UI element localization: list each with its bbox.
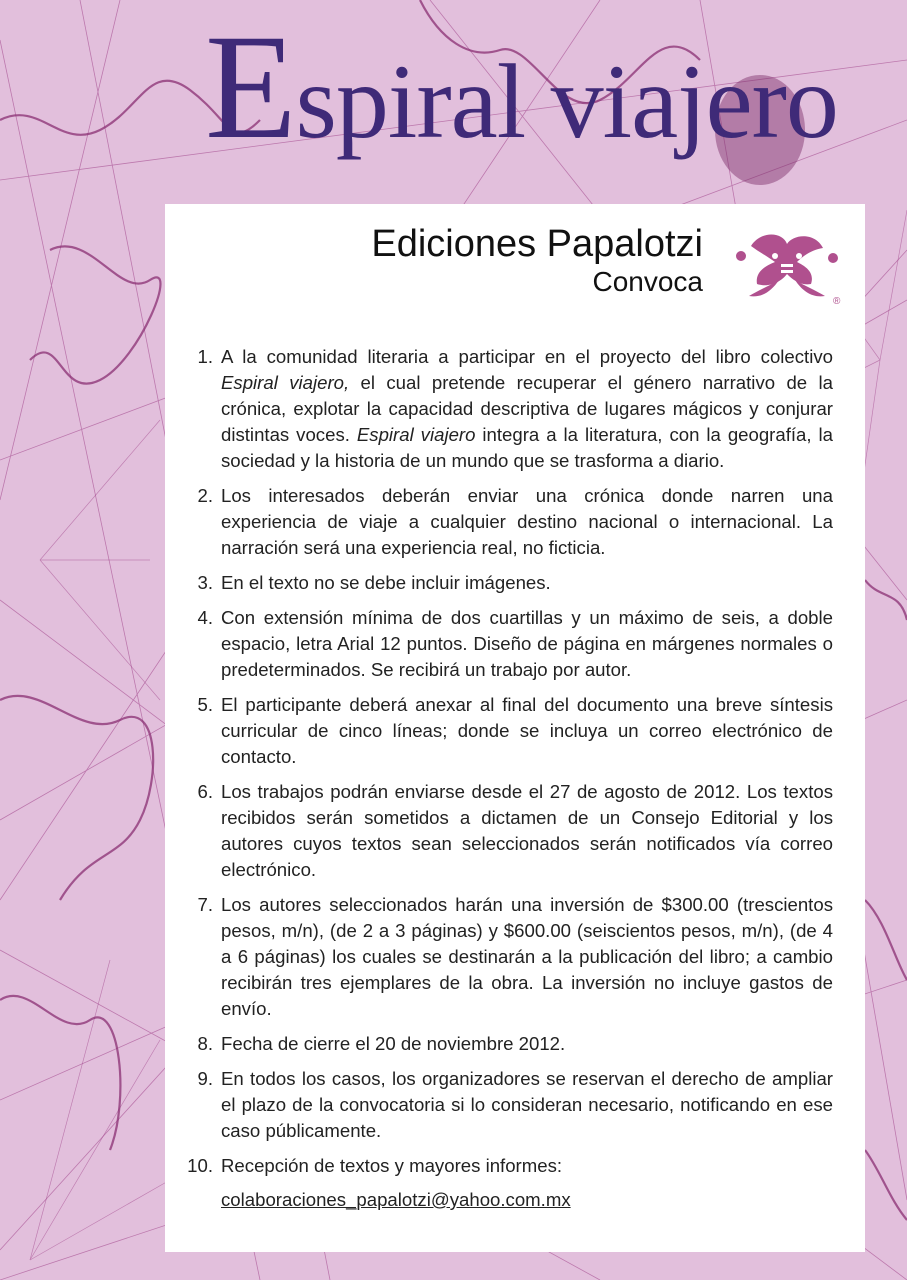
list-item-text: Recepción de textos y mayores informes: xyxy=(221,1155,563,1176)
list-item-text: Los autores seleccionados harán una inversión de $300.00 (trescientos pesos, m/n), (de 2 a 3 páginas) y $600.00 (seiscientos pesos, m/n), (de 4 a 6 páginas) los cuales se destinarán a la publicación del libro; a cambio recibirán tres ejemplares de la obra. La inversión no incluye gastos de envío. xyxy=(221,894,833,1019)
list-item-text: el cual pretende recuperar el género narrativo de la crónica, explotar la capacidad descriptiva de lugares mágicos y conjurar distintas voces. xyxy=(221,372,833,445)
registered-mark: ® xyxy=(833,296,841,306)
list-item-number: 1. xyxy=(197,346,213,367)
list-item xyxy=(187,483,833,561)
list-item-number: 6. xyxy=(197,781,213,802)
butterfly-logo-icon xyxy=(731,226,841,306)
list-item-text: El participante deberá anexar al final del documento una breve síntesis curricular de cinco líneas; donde se incluya un correo electrónico de contacto. xyxy=(221,694,833,767)
publisher-name: Ediciones Papalotzi xyxy=(371,223,703,265)
announcement-panel xyxy=(165,204,865,1252)
title-rest: spiral viajero xyxy=(295,43,838,160)
list-item-text: Fecha de cierre el 20 de noviembre 2012. xyxy=(221,1033,566,1054)
list-item xyxy=(187,1153,833,1213)
list-item xyxy=(187,1066,833,1144)
list-item-number: 2. xyxy=(197,485,213,506)
list-item xyxy=(187,570,833,596)
list-item-number: 3. xyxy=(197,572,213,593)
list-item xyxy=(187,692,833,770)
list-item xyxy=(187,892,833,1022)
list-item-number: 4. xyxy=(197,607,213,628)
list-item-text: integra a la literatura, con la geografía, la sociedad y la historia de un mundo que se trasforma a diario. xyxy=(221,424,833,471)
conditions-list xyxy=(187,344,833,1222)
list-item xyxy=(187,605,833,683)
contact-email-link[interactable]: colaboraciones_papalotzi@yahoo.com.mx xyxy=(221,1189,571,1210)
title-initial: E xyxy=(205,4,296,170)
convoca-heading: Convoca xyxy=(592,266,703,297)
list-item-number: 8. xyxy=(197,1033,213,1054)
list-item-text: Con extensión mínima de dos cuartillas y un máximo de seis, a doble espacio, letra Arial 12 puntos. Diseño de página en márgenes normales o predeterminados. Se recibirá un trabajo por autor. xyxy=(221,607,833,680)
list-item-text: Los interesados deberán enviar una crónica donde narren una experiencia de viaje a cualquier destino nacional o internacional. La narración será una experiencia real, no ficticia. xyxy=(221,485,833,558)
list-item-text: Los trabajos podrán enviarse desde el 27 de agosto de 2012. Los textos recibidos serán sometidos a dictamen de un Consejo Editorial y los autores cuyos textos sean seleccionados serán notificados vía correo electrónico. xyxy=(221,781,833,880)
list-item xyxy=(187,779,833,883)
list-item-number: 5. xyxy=(197,694,213,715)
page-title xyxy=(205,4,838,170)
book-title-italic: Espiral viajero, xyxy=(221,372,350,393)
list-item-text: En todos los casos, los organizadores se reservan el derecho de ampliar el plazo de la convocatoria si lo consideran necesario, notificando en ese caso públicamente. xyxy=(221,1068,833,1141)
list-item xyxy=(187,344,833,474)
list-item-number: 9. xyxy=(197,1068,213,1089)
list-item-number: 10. xyxy=(187,1155,213,1176)
list-item-number: 7. xyxy=(197,894,213,915)
list-item xyxy=(187,1031,833,1057)
book-title-italic: Espiral viajero xyxy=(356,424,476,445)
list-item-text: En el texto no se debe incluir imágenes. xyxy=(221,572,551,593)
list-item-text: A la comunidad literaria a participar en el proyecto del libro colectivo xyxy=(221,346,833,367)
